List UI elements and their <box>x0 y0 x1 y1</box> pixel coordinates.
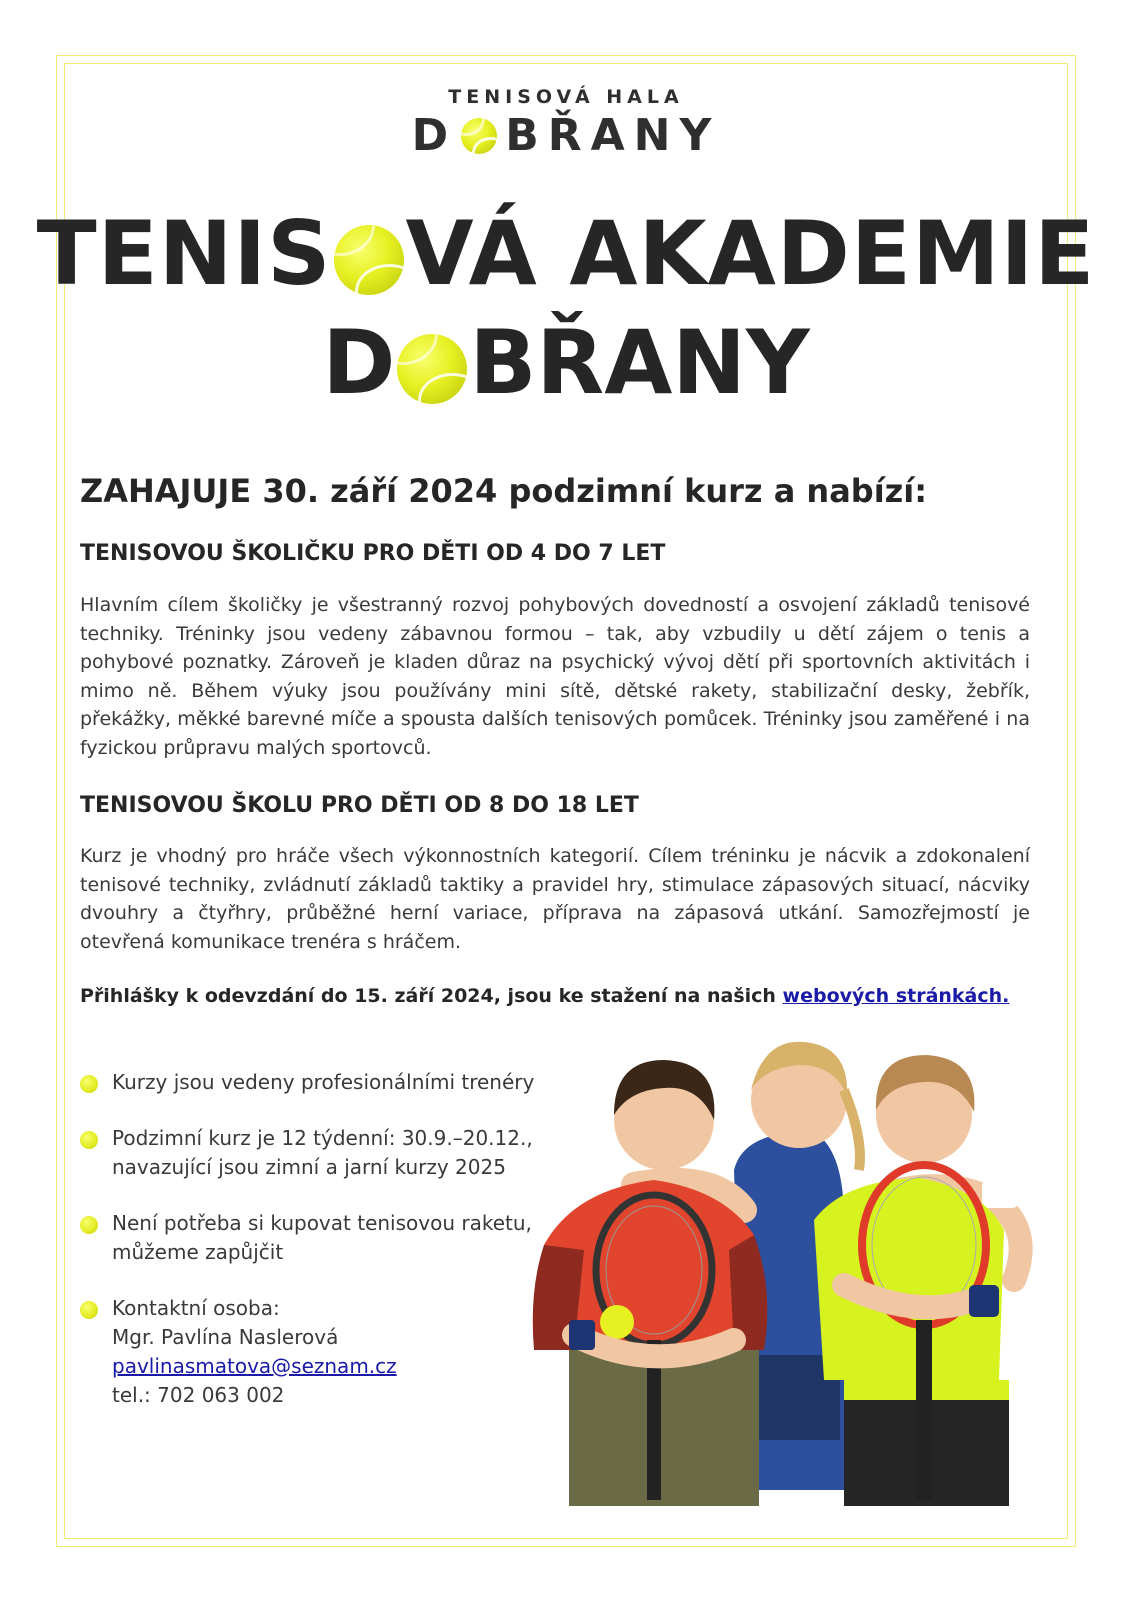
tennis-ball-bullet-icon <box>80 1216 98 1234</box>
list-item-text: můžeme zapůjčit <box>112 1240 284 1264</box>
section2-text: Kurz je vhodný pro hráče všech výkonnostních kategorií. Cílem tréninku je nácvik a zdokonalení tenisové techniky, zvládnutí základů taktiky a pravidel hry, stimulace zápasových situací, nácviky dvouhry a čtyřhry, průběžné herní variace, příprava na zápasová utkání. Samozřejmostí je otevřená komunikace trenéra s hráčem. <box>80 845 1030 953</box>
application-text: Přihlášky k odevzdání do 15. září 2024, jsou ke stažení na našich <box>80 985 783 1007</box>
list-item-text: navazující jsou zimní a jarní kurzy 2025 <box>112 1155 506 1179</box>
tennis-ball-icon <box>461 118 497 154</box>
contact-label: Kontaktní osoba: <box>112 1296 280 1320</box>
title-part: D <box>322 311 396 414</box>
left-boy-figure <box>533 1060 768 1506</box>
title-part: VÁ AKADEMIE <box>405 202 1096 305</box>
title-part: BŘANY <box>469 311 810 414</box>
tennis-ball-icon <box>334 225 404 295</box>
tennis-ball-bullet-icon <box>80 1301 98 1319</box>
children-tennis-photo <box>514 1020 1054 1506</box>
list-item-text: Podzimní kurz je 12 týdenní: 30.9.–20.12., <box>112 1126 533 1150</box>
website-link[interactable]: webových stránkách. <box>782 985 1010 1007</box>
tennis-ball-bullet-icon <box>80 1075 98 1093</box>
page-title-line2 <box>0 311 1132 414</box>
tennis-ball-bullet-icon <box>80 1131 98 1149</box>
contact-name: Mgr. Pavlína Naslerová <box>112 1325 339 1349</box>
logo-text-left: D <box>411 110 458 161</box>
logo <box>0 110 1132 160</box>
tennis-ball-icon <box>397 334 467 404</box>
contact-phone: tel.: 702 063 002 <box>112 1383 285 1407</box>
logo-text-right: BŘANY <box>505 110 721 161</box>
list-item-text: Kurzy jsou vedeny profesionálními trenéry <box>112 1070 535 1094</box>
list-item-text: Není potřeba si kupovat tenisovou raketu, <box>112 1211 532 1235</box>
section1-heading: TENISOVOU ŠKOLIČKU PRO DĚTI OD 4 DO 7 LET <box>80 541 666 566</box>
section1-text: Hlavním cílem školičky je všestranný rozvoj pohybových dovedností a osvojení základů tenisové techniky. Tréninky jsou vedeny zábavnou formou – tak, aby vzbudily u dětí zájem o tenis a pohybové poznatky. Zároveň je kladen důraz na psychický vývoj dětí při sportovních aktivitách i mimo ně. Během výuky jsou používány mini sítě, dětské rakety, stabilizační desky, žebřík, překážky, měkké barevné míče a spousta dalších tenisových pomůcek. Tréninky jsou zaměřené i na fyzickou průpravu malých sportovců. <box>80 594 1030 759</box>
application-note <box>80 985 1009 1007</box>
logo-subtitle: TENISOVÁ HALA <box>448 86 684 108</box>
page-title-line1 <box>0 202 1132 305</box>
intro-heading: ZAHAJUJE 30. září 2024 podzimní kurz a nabízí: <box>80 472 928 510</box>
contact-email-link[interactable]: pavlinasmatova@seznam.cz <box>112 1354 397 1378</box>
title-part: TENIS <box>36 202 332 305</box>
section2-heading: TENISOVOU ŠKOLU PRO DĚTI OD 8 DO 18 LET <box>80 793 639 818</box>
